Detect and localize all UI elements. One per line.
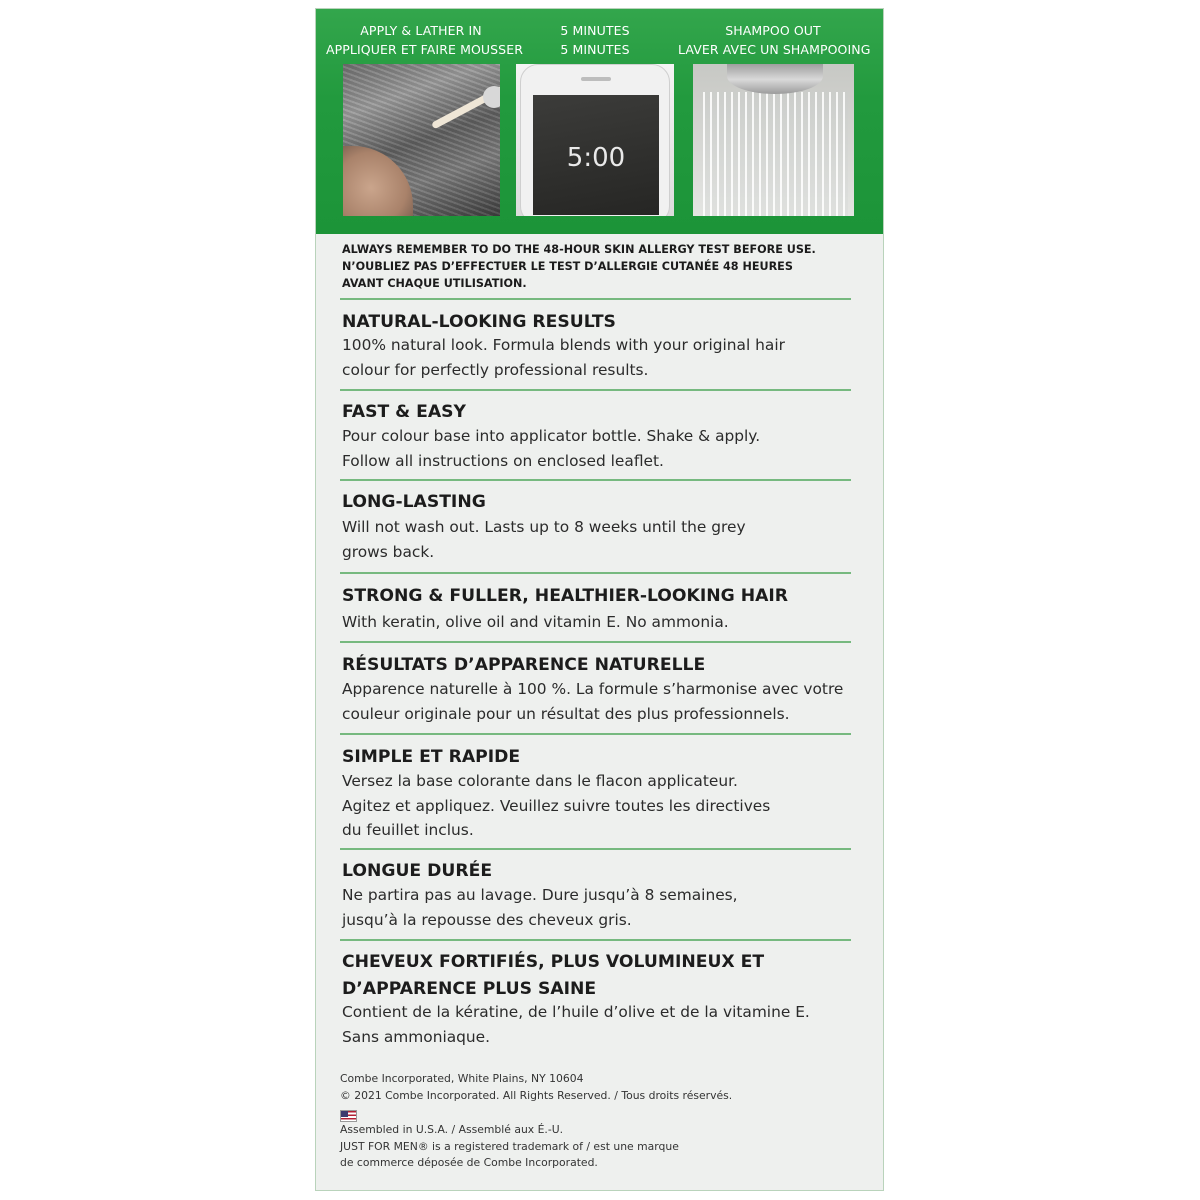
step-2-label: [516, 21, 674, 59]
feature-title-line: NATURAL-LOOKING RESULTS: [342, 312, 616, 332]
phone-icon: [520, 64, 670, 216]
allergy-warning-fr-2: AVANT CHAQUE UTILISATION.: [342, 277, 527, 290]
divider: [340, 733, 851, 735]
step-2-fr: 5 MINUTES: [560, 42, 630, 57]
shower-head-icon: [727, 64, 823, 94]
feature-title: [342, 949, 764, 1003]
divider: [340, 298, 851, 300]
feature-body-line: Contient de la kératine, de l’huile d’olive et de la vitamine E.: [342, 1003, 810, 1021]
feature-body: [342, 769, 770, 843]
feature-body-line: couleur originale pour un résultat des plus professionnels.: [342, 704, 790, 723]
phone-timer-photo: [516, 64, 674, 216]
feature-body-line: du feuillet inclus.: [342, 821, 474, 839]
feature-title-line: FAST & EASY: [342, 402, 466, 422]
step-3-fr: LAVER AVEC UN SHAMPOOING: [678, 42, 871, 57]
company-address: Combe Incorporated, White Plains, NY 10604: [340, 1072, 584, 1085]
feature-title-line: LONGUE DURÉE: [342, 861, 493, 881]
feature-title: [342, 489, 486, 516]
feature-title-line: STRONG & FULLER, HEALTHIER-LOOKING HAIR: [342, 586, 789, 606]
feature-body-line: Apparence naturelle à 100 %. La formule s’harmonise avec votre: [342, 680, 844, 698]
divider: [340, 848, 851, 850]
step-1-en: APPLY & LATHER IN: [360, 23, 482, 38]
step-1-fr: APPLIQUER ET FAIRE MOUSSER: [326, 42, 523, 57]
phone-screen: [533, 95, 659, 215]
feature-title-line: SIMPLE ET RAPIDE: [342, 747, 521, 767]
feature-title-line: RÉSULTATS D’APPARENCE NATURELLE: [342, 655, 706, 675]
feature-title-line: LONG-LASTING: [342, 492, 486, 512]
step-3-en: SHAMPOO OUT: [725, 23, 821, 38]
allergy-warning-fr-1: N’OUBLIEZ PAS D’EFFECTUER LE TEST D’ALLERGIE CUTANÉE 48 HEURES: [342, 260, 793, 273]
shower-photo: [693, 64, 854, 216]
feature-title: [342, 583, 788, 610]
feature-body: [342, 1000, 810, 1049]
feature-body-line: colour for perfectly professional results.: [342, 360, 649, 379]
feature-body-line: jusqu’à la repousse des cheveux gris.: [342, 910, 632, 929]
feature-body-line: Agitez et appliquez. Veuillez suivre toutes les directives: [342, 796, 771, 815]
feature-title-line: D’APPARENCE PLUS SAINE: [342, 979, 597, 999]
hair-application-photo: [343, 64, 500, 216]
allergy-warning-en: ALWAYS REMEMBER TO DO THE 48-HOUR SKIN ALLERGY TEST BEFORE USE.: [342, 243, 816, 256]
feature-title: [342, 858, 492, 885]
feature-title: [342, 309, 616, 336]
trademark-text-cont: de commerce déposée de Combe Incorporated.: [340, 1156, 598, 1170]
divider: [340, 479, 851, 481]
timer-display: 5:00: [566, 143, 626, 173]
feature-body-line: Ne partira pas au lavage. Dure jusqu’à 8 semaines,: [342, 886, 738, 904]
legal-notice: [340, 1071, 732, 1172]
feature-title: [342, 652, 705, 679]
feature-body: [342, 610, 729, 635]
feature-body: [342, 424, 760, 473]
trademark-text: JUST FOR MEN® is a registered trademark of / est une marque: [340, 1139, 679, 1153]
divider: [340, 939, 851, 941]
divider: [340, 572, 851, 574]
divider: [340, 641, 851, 643]
feature-body-line: grows back.: [342, 542, 435, 561]
assembled-row: [340, 1110, 732, 1139]
copyright-text: © 2021 Combe Incorporated. All Rights Reserved. / Tous droits réservés.: [340, 1088, 733, 1102]
feature-title-line: CHEVEUX FORTIFIÉS, PLUS VOLUMINEUX ET: [342, 952, 765, 972]
allergy-warning: [342, 241, 862, 292]
feature-body-line: Versez la base colorante dans le flacon applicateur.: [342, 772, 738, 790]
product-box-back-panel: [315, 8, 884, 1191]
feature-body-line: With keratin, olive oil and vitamin E. No ammonia.: [342, 613, 729, 631]
feature-title: [342, 744, 520, 771]
step-1-label: [326, 21, 523, 59]
us-flag-icon: [340, 1110, 357, 1122]
step-3-label: [678, 21, 871, 59]
feature-body: [342, 677, 843, 726]
feature-body-line: Sans ammoniaque.: [342, 1027, 491, 1046]
step-2-en: 5 MINUTES: [560, 23, 630, 38]
divider: [340, 389, 851, 391]
instruction-header-band: [316, 9, 883, 234]
feature-body-line: 100% natural look. Formula blends with your original hair: [342, 336, 785, 354]
feature-body: [342, 515, 746, 564]
feature-body-line: Pour colour base into applicator bottle. Shake & apply.: [342, 427, 761, 445]
feature-body-line: Follow all instructions on enclosed leaflet.: [342, 451, 664, 470]
feature-title: [342, 399, 466, 426]
assembled-text: Assembled in U.S.A. / Assemblé aux É.-U.: [340, 1123, 564, 1137]
feature-body: [342, 883, 738, 932]
feature-body: [342, 333, 785, 382]
feature-body-line: Will not wash out. Lasts up to 8 weeks until the grey: [342, 518, 746, 536]
